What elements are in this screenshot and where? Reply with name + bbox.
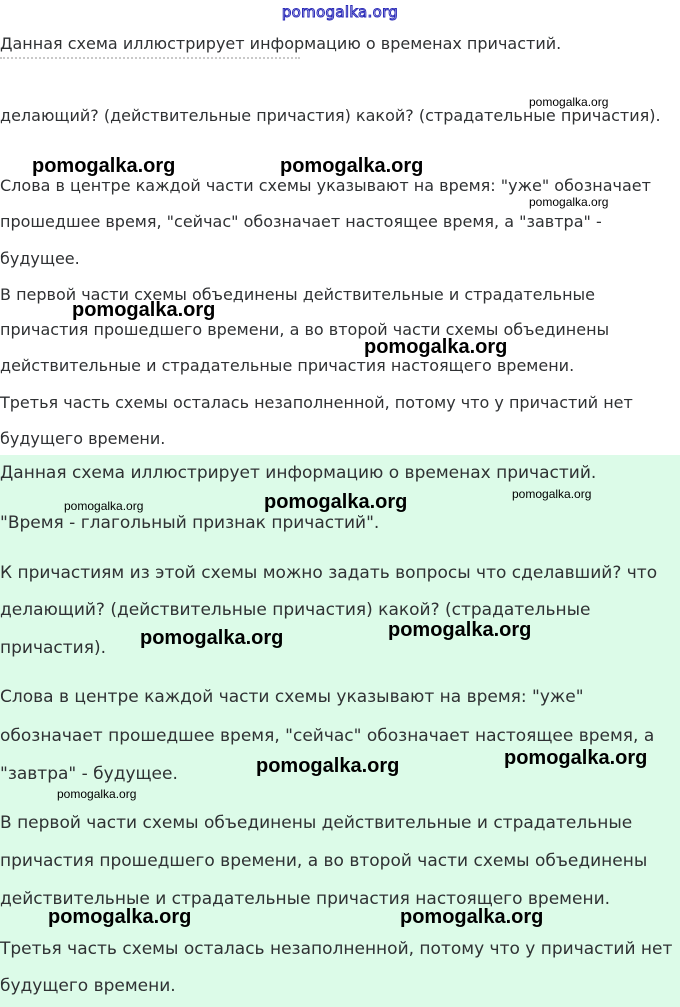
paragraph-line: причастия прошедшего времени, а во второй части схемы объединены [0, 320, 610, 339]
paragraph-line: В первой части схемы объединены действительные и страдательные [0, 285, 596, 304]
watermark: pomogalka.org [388, 619, 532, 641]
paragraph-line: причастия). [0, 638, 106, 658]
paragraph-line: Слова в центре каждой части схемы указывают на время: "уже" [0, 687, 584, 707]
paragraph-line: действительные и страдательные причастия настоящего времени. [0, 356, 575, 375]
watermark: pomogalka.org [400, 906, 544, 928]
paragraph-line: действительные и страдательные причастия настоящего времени. [0, 889, 611, 909]
paragraph-line: Данная схема иллюстрирует информацию о временах причастий. [0, 34, 562, 53]
paragraph-line: К причастиям из этой схемы можно задать вопросы что сделавший? что [0, 563, 658, 583]
watermark: pomogalka.org [48, 906, 192, 928]
paragraph-line: обозначает прошедшее время, "сейчас" обозначает настоящее время, а [0, 726, 655, 746]
paragraph-line: Слова в центре каждой части схемы указывают на время: "уже" обозначает [0, 176, 651, 195]
watermark: pomogalka.org [57, 787, 137, 801]
paragraph-line: будущего времени. [0, 976, 176, 996]
watermark: pomogalka.org [264, 491, 408, 513]
paragraph-line: В первой части схемы объединены действительные и страдательные [0, 813, 633, 833]
watermark: pomogalka.org [72, 299, 216, 321]
watermark: pomogalka.org [364, 336, 508, 358]
header-watermark: pomogalka.org [281, 3, 399, 21]
paragraph-line: делающий? (действительные причастия) какой? (страдательные причастия). [0, 106, 661, 125]
watermark: pomogalka.org [280, 155, 424, 177]
paragraph-line: делающий? (действительные причастия) какой? (страдательные [0, 600, 591, 620]
paragraph-line: Третья часть схемы осталась незаполненной, потому что у причастий нет [0, 939, 673, 959]
paragraph-line: будущего времени. [0, 429, 166, 448]
paragraph-line: причастия прошедшего времени, а во второй части схемы объединены [0, 851, 648, 871]
watermark: pomogalka.org [512, 487, 592, 501]
watermark: pomogalka.org [504, 747, 648, 769]
watermark: pomogalka.org [64, 499, 144, 513]
paragraph-line: "Время - глагольный признак причастий". [0, 513, 380, 533]
watermark: pomogalka.org [140, 627, 284, 649]
paragraph-line: Данная схема иллюстрирует информацию о временах причастий. [0, 463, 597, 483]
paragraph-line: будущее. [0, 249, 80, 268]
paragraph-line: прошедшее время, "сейчас" обозначает настоящее время, а "завтра" - [0, 212, 602, 231]
cropped-line-remnant [0, 57, 300, 65]
watermark: pomogalka.org [529, 195, 609, 209]
watermark: pomogalka.org [529, 95, 609, 109]
paragraph-line: Третья часть схемы осталась незаполненной, потому что у причастий нет [0, 393, 633, 412]
watermark: pomogalka.org [32, 155, 176, 177]
paragraph-line: "завтра" - будущее. [0, 764, 178, 784]
watermark: pomogalka.org [256, 755, 400, 777]
answer-block-top [0, 0, 680, 455]
